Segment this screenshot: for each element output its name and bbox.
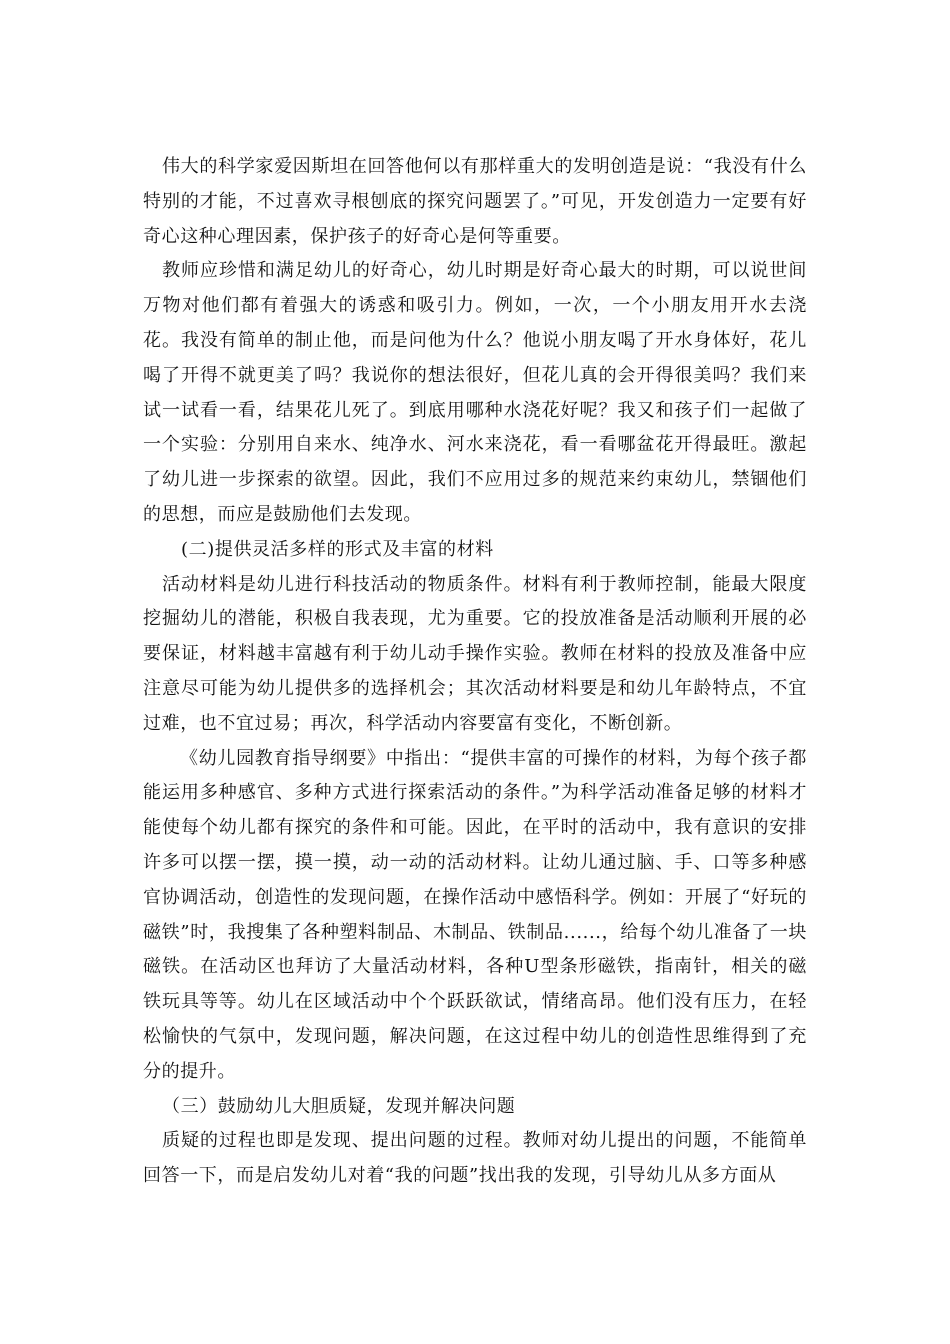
section-heading-3: （三）鼓励幼儿大胆质疑，发现并解决问题 bbox=[162, 1095, 516, 1117]
section-heading-2: (二)提供灵活多样的形式及丰富的材料 bbox=[181, 538, 494, 560]
paragraph-teacher-curiosity: 教师应珍惜和满足幼儿的好奇心，幼儿时期是好奇心最大的时期，可以说世间万物对他们都有着强大的诱惑和吸引力。例如，一次，一个小朋友用开水去浇花。我没有简单的制止他，而是问他为什么？他说小朋友喝了开水身体好，花儿喝了开得不就更美了吗？我说你的想法很好，但花儿真的会开得很美吗？我们来试一试看一看，结果花儿死了。到底用哪种水浇花好呢？我又和孩子们一起做了一个实验：分别用自来水、纯净水、河水来浇花，看一看哪盆花开得最旺。激起了幼儿进一步探索的欲望。因此，我们不应用过多的规范来约束幼儿，禁锢他们的思想，而应是鼓励他们去发现。 bbox=[143, 260, 807, 525]
paragraph-guideline-quote: 《幼儿园教育指导纲要》中指出：“提供丰富的可操作的材料，为每个孩子都能运用多种感官、多种方式进行探索活动的条件。”为科学活动准备足够的材料才能使每个幼儿都有探究的条件和可能。因此，在平时的活动中，我有意识的安排许多可以摆一摆，摸一摸，动一动的活动材料。让幼儿通过脑、手、口等多种感官协调活动，创造性的发现问题，在操作活动中感悟科学。例如：开展了“好玩的磁铁”时，我搜集了各种塑料制品、木制品、铁制品......，给每个幼儿准备了一块磁铁。在活动区也拜访了大量活动材料，各种U型条形磁铁，指南针，相关的磁铁玩具等等。幼儿在区域活动中个个跃跃欲试，情绪高昂。他们没有压力，在轻松愉快的气氛中，发现问题，解决问题，在这过程中幼儿的创造性思维得到了充分的提升。 bbox=[143, 747, 807, 1082]
paragraph-einstein-curiosity: 伟大的科学家爱因斯坦在回答他何以有那样重大的发明创造是说：“我没有什么特别的才能，不过喜欢寻根刨底的探究问题罢了。”可见，开发创造力一定要有好奇心这种心理因素，保护孩子的好奇心是何等重要。 bbox=[143, 156, 807, 247]
paragraph-questioning: 质疑的过程也即是发现、提出问题的过程。教师对幼儿提出的问题，不能简单回答一下，而是启发幼儿对着“我的问题”找出我的发现，引导幼儿从多方面从 bbox=[143, 1130, 807, 1187]
document-body bbox=[143, 150, 807, 1194]
paragraph-activity-materials: 活动材料是幼儿进行科技活动的物质条件。材料有利于教师控制，能最大限度挖掘幼儿的潜能，积极自我表现，尤为重要。它的投放准备是活动顺利开展的必要保证，材料越丰富越有利于幼儿动手操作实验。教师在材料的投放及准备中应注意尽可能为幼儿提供多的选择机会；其次活动材料要是和幼儿年龄特点，不宜过难，也不宜过易；再次，科学活动内容要富有变化，不断创新。 bbox=[143, 573, 807, 734]
